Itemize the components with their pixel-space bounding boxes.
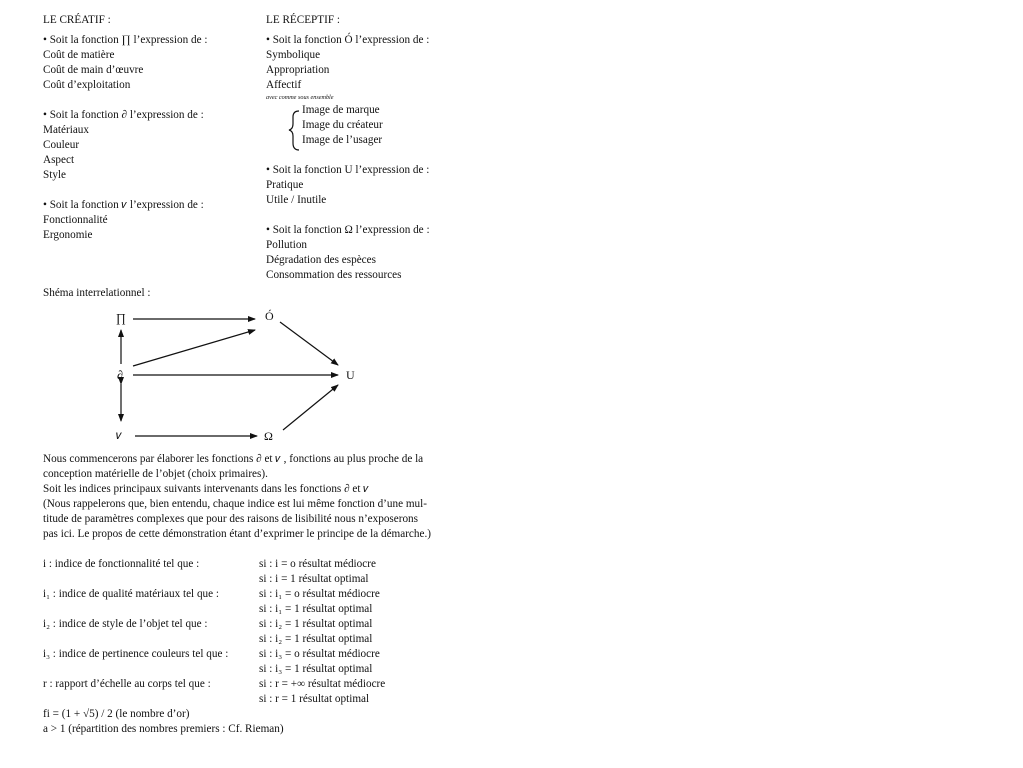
indice-result: si : i = 1 résultat optimal: [259, 573, 369, 585]
right-group-1-item: Affectif: [266, 79, 302, 91]
indice-result: si : i₁ = o résultat médiocre: [259, 588, 380, 600]
right-group-2-item: Utile / Inutile: [266, 194, 327, 206]
node-pi: ∏: [116, 311, 126, 325]
node-d: ∂: [117, 368, 123, 382]
indice-label: i₃ : indice de pertinence couleurs tel que :: [43, 648, 229, 660]
right-group-3-item: Dégradation des espèces: [266, 254, 376, 266]
left-title: LE CRÉATIF :: [43, 14, 111, 26]
indice-result: si : r = +∞ résultat médiocre: [259, 678, 386, 690]
node-nu: 𝜈: [116, 428, 122, 442]
subset-item: Image du créateur: [302, 119, 383, 131]
footer-line: fi = (1 + √5) / 2 (le nombre d’or): [43, 708, 190, 720]
indices-labels: [43, 557, 284, 737]
indice-result: si : r = 1 résultat optimal: [259, 693, 370, 705]
node-o: Ó: [265, 309, 274, 323]
indice-result: si : i = o résultat médiocre: [259, 558, 376, 570]
arrow-omega-to-u: [283, 385, 338, 430]
indices-results: [259, 557, 385, 707]
right-group-1-item: Appropriation: [266, 64, 330, 76]
indice-result: si : i₁ = 1 résultat optimal: [259, 603, 373, 615]
schema-title: Shéma interrelationnel :: [43, 287, 151, 299]
indice-result: si : i₃ = 1 résultat optimal: [259, 663, 373, 675]
indice-label: i₂ : indice de style de l’objet tel que :: [43, 618, 208, 630]
indice-label: i₁ : indice de qualité matériaux tel que :: [43, 588, 220, 600]
left-group-3-item: Ergonomie: [43, 229, 93, 241]
right-group-2-item: Pratique: [266, 179, 304, 191]
paragraph-line: (Nous rappelerons que, bien entendu, chaque indice est lui même fonction d’une mul-: [43, 498, 427, 510]
paragraph-line: titude de paramètres complexes que pour des raisons de lisibilité nous n’exposerons: [43, 513, 418, 525]
right-group-3-item: Consommation des ressources: [266, 269, 402, 281]
right-group-2-header: • Soit la fonction U l’expression de :: [266, 164, 430, 176]
left-group-3-header: • Soit la fonction 𝜈 l’expression de :: [43, 199, 204, 211]
node-omega: Ω: [264, 429, 273, 443]
right-group-3-header: • Soit la fonction Ω l’expression de :: [266, 224, 430, 236]
paragraph-line: Nous commencerons par élaborer les fonctions ∂ et 𝜈 , fonctions au plus proche de la: [43, 453, 424, 465]
node-u: U: [346, 368, 355, 382]
left-group-3-item: Fonctionnalité: [43, 214, 108, 226]
indice-result: si : i₂ = 1 résultat optimal: [259, 633, 373, 645]
left-group-1-item: Coût d’exploitation: [43, 79, 131, 91]
subset-note: avec comme sous ensemble: [266, 94, 334, 101]
indice-label: r : rapport d’échelle au corps tel que :: [43, 678, 211, 690]
indice-label: i : indice de fonctionnalité tel que :: [43, 558, 200, 570]
left-group-2-item: Matériaux: [43, 124, 89, 136]
left-group-2-item: Couleur: [43, 139, 80, 151]
left-group-1-item: Coût de matière: [43, 49, 115, 61]
left-group-2-item: Aspect: [43, 154, 75, 166]
arrow-d-to-o: [133, 330, 255, 366]
right-group-3-item: Pollution: [266, 239, 308, 251]
footer-line: a > 1 (répartition des nombres premiers : Cf. Rieman): [43, 723, 284, 735]
right-title: LE RÉCEPTIF :: [266, 14, 340, 26]
left-group-1-header: • Soit la fonction ∏ l’expression de :: [43, 34, 208, 46]
paragraph-line: Soit les indices principaux suivants intervenants dans les fonctions ∂ et 𝜈: [43, 483, 369, 495]
left-group-2-header: • Soit la fonction ∂ l’expression de :: [43, 109, 204, 121]
intro-paragraph: [43, 452, 431, 542]
right-group-1-item: Symbolique: [266, 49, 321, 61]
left-group-1-item: Coût de main d’œuvre: [43, 64, 144, 76]
paragraph-line: conception matérielle de l’objet (choix primaires).: [43, 468, 268, 480]
right-group-1-header: • Soit la fonction Ó l’expression de :: [266, 34, 430, 46]
left-group-2-item: Style: [43, 169, 66, 181]
subset-item: Image de l’usager: [302, 134, 383, 146]
paragraph-line: pas ici. Le propos de cette démonstration étant d’exprimer le principe de la démarche.): [43, 528, 431, 540]
arrow-o-to-u: [280, 322, 338, 365]
indice-result: si : i₂ = 1 résultat optimal: [259, 618, 373, 630]
subset-item: Image de marque: [302, 104, 380, 116]
indice-result: si : i₃ = o résultat médiocre: [259, 648, 380, 660]
